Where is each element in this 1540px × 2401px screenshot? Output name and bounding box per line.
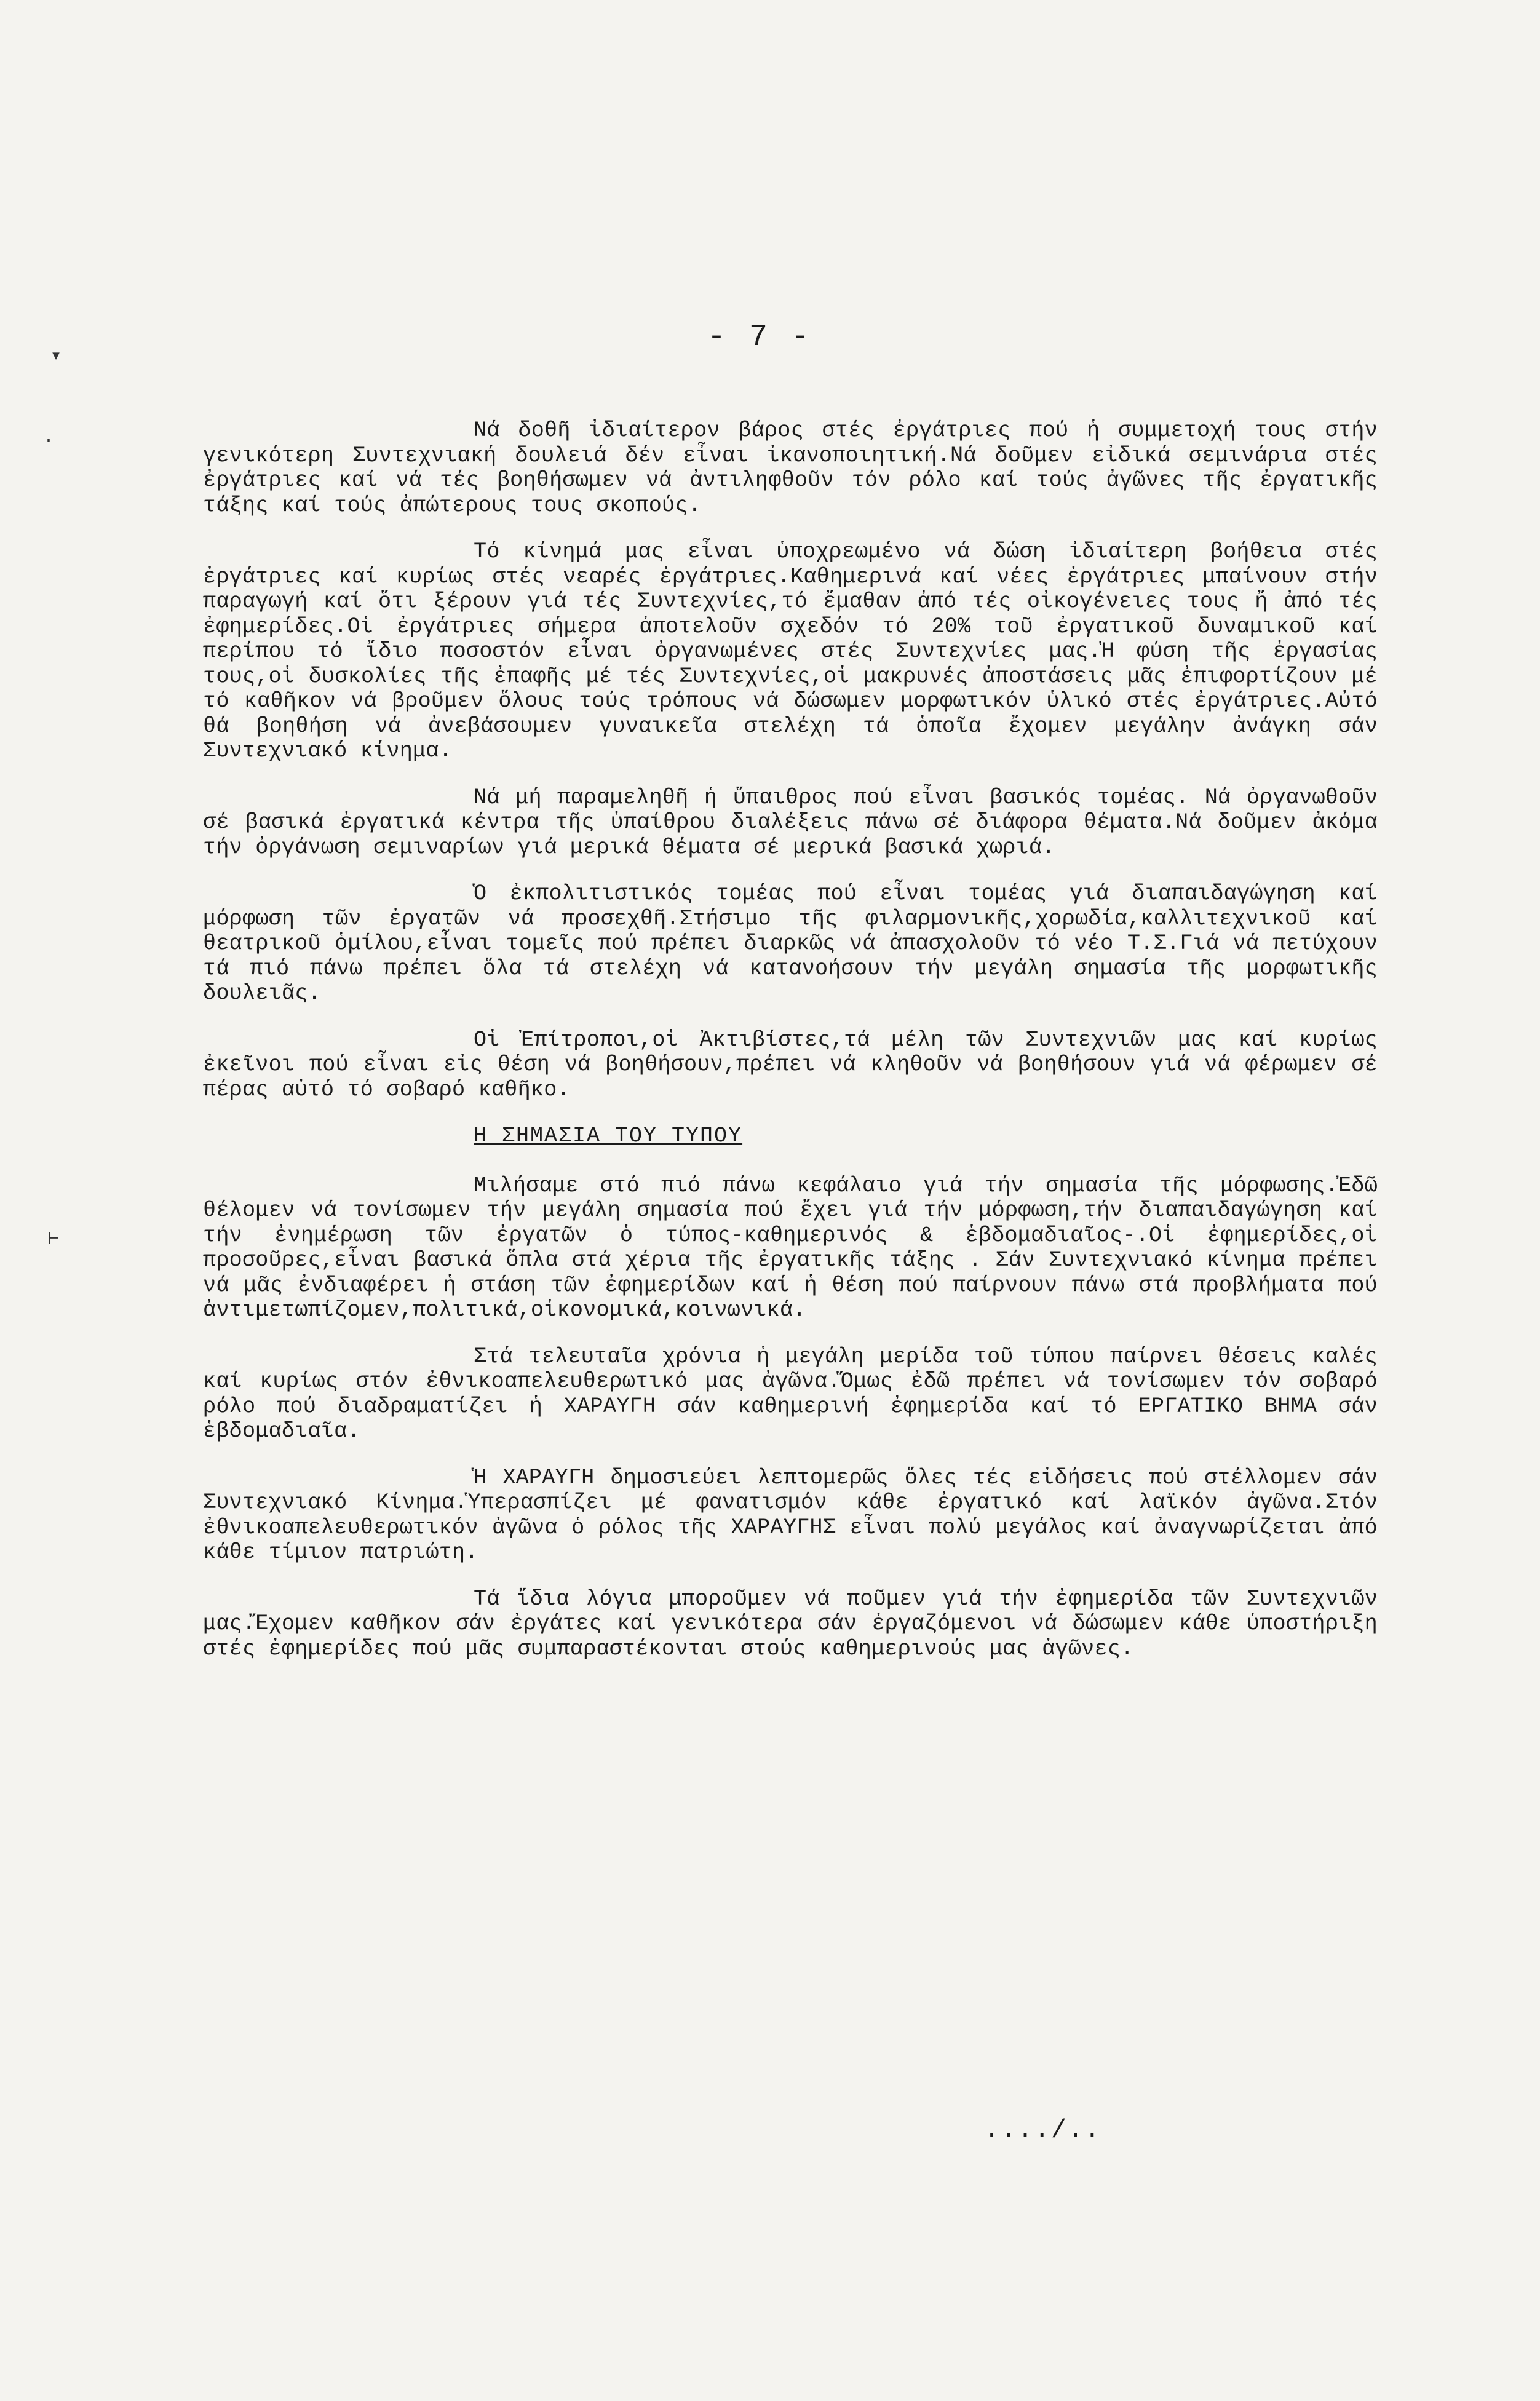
paragraph: Ὁ ἐκπολιτιστικός τομέας πού εἶναι τομέας γιά διαπαιδαγώγηση καί μόρφωση τῶν ἐργατῶν νά προσεχθῆ.Στήσιμο τῆς φιλαρμονικῆς,χορωδία,καλλιτεχνικοῦ καί θεατρικοῦ ὁμίλου,εἶναι τομεῖς πού πρέπει διαρκῶς νά ἀπασχολοῦν τό νέο Τ.Σ.Γιά νά πετύχουν τά πιό πάνω πρέπει ὅλα τά στελέχη νά κατανοήσουν τήν μεγάλη σημασία τῆς μορφωτικῆς δουλειᾶς.: [203, 881, 1378, 1006]
paragraph: Στά τελευταῖα χρόνια ἡ μεγάλη μερίδα τοῦ τύπου παίρνει θέσεις καλές καί κυρίως στόν ἐθνικοαπελευθερωτικό μας ἀγῶνα.Ὅμως ἐδῶ πρέπει νά τονίσωμεν τόν σοβαρό ρόλο πού διαδραματίζει ἡ ΧΑΡΑΥΓΗ σάν καθημερινή ἐφημερίδα καί τό ΕΡΓΑΤΙΚΟ ΒΗΜΑ σάν ἑβδομαδιαῖα.: [203, 1344, 1378, 1443]
paragraph: Τά ἴδια λόγια μποροῦμεν νά ποῦμεν γιά τήν ἐφημερίδα τῶν Συντεχνιῶν μας.Ἔχομεν καθῆκον σάν ἐργάτες καί γενικότερα σάν ἐργαζόμενοι νά δώσωμεν κάθε ὑποστήριξη στές ἐφημερίδες πού μᾶς συμπαραστέκονται στούς καθημερινούς μας ἀγῶνες.: [203, 1586, 1378, 1661]
margin-mark: ⊢: [48, 1229, 60, 1250]
paragraph: Νά δοθῆ ἰδιαίτερον βάρος στές ἐργάτριες πού ἡ συμμετοχή τους στήν γενικότερη Συντεχνιακή δουλειά δέν εἶναι ἰκανοποιητική.Νά δοῦμεν εἰδικά σεμινάρια στές ἐργάτριες καί νά τές βοηθήσωμεν νά ἀντιληφθοῦν τόν ρόλο καί τούς ἀγῶνες τῆς ἐργατικῆς τάξης καί τούς ἀπώτερους τους σκοπούς.: [203, 418, 1378, 518]
margin-mark: ·: [43, 431, 55, 451]
paragraph: Τό κίνημά μας εἶναι ὑποχρεωμένο νά δώση ἰδιαίτερη βοήθεια στές ἐργάτριες καί κυρίως στές νεαρές ἐργάτριες.Καθημερινά καί νέες ἐργάτριες μπαίνουν στήν παραγωγή καί ὅτι ξέρουν γιά τές Συντεχνίες,τό ἔμαθαν ἀπό τές οἰκογένειες τους ἤ ἀπό τές ἐφημερίδες.Οἱ ἐργάτριες σήμερα ἀποτελοῦν σχεδόν τό 20% τοῦ ἐργατικοῦ δυναμικοῦ καί περίπου τό ἴδιο ποσοστόν εἶναι ὀργανωμένες στές Συντεχνίες μας.Ἡ φύση τῆς ἐργασίας τους,οἱ δυσκολίες τῆς ἐπαφῆς μέ τές Συντεχνίες,οἱ μακρυνές ἀποστάσεις μᾶς ἐπιφορτίζουν μέ τό καθῆκον νά βροῦμεν ὅλους τούς τρόπους νά δώσωμεν μορφωτικόν ὑλικό στές ἐργάτριες.Αὐτό θά βοηθήση νά ἀνεβάσουμεν γυναικεῖα στελέχη τά ὁποῖα ἔχομεν μεγάλην ἀνάγκη σάν Συντεχνιακό κίνημα.: [203, 539, 1378, 763]
section-heading: Η ΣΗΜΑΣΙΑ ΤΟΥ ΤΥΠΟΥ: [474, 1124, 743, 1148]
paragraph: Οἱ Ἐπίτροποι,οἱ Ἀκτιβίστες,τά μέλη τῶν Συντεχνιῶν μας καί κυρίως ἐκεῖνοι πού εἶναι εἰς θέση νά βοηθήσουν,πρέπει νά κληθοῦν νά βοηθήσουν γιά νά φέρωμεν σέ πέρας αὐτό τό σοβαρό καθῆκο.: [203, 1027, 1378, 1102]
paragraph: Νά μή παραμεληθῆ ἡ ὕπαιθρος πού εἶναι βασικός τομέας. Νά ὀργανωθοῦν σέ βασικά ἐργατικά κέντρα τῆς ὑπαίθρου διαλέξεις πάνω σέ διάφορα θέματα.Νά δοῦμεν ἀκόμα τήν ὀργάνωση σεμιναρίων γιά μερικά θέματα σέ μερικά βασικά χωριά.: [203, 785, 1378, 860]
document-body: [203, 418, 1378, 1683]
margin-mark: ▾: [50, 346, 62, 367]
page-number: - 7 -: [707, 320, 812, 355]
continuation-mark: ..../..: [984, 2116, 1101, 2145]
paragraph: Ἡ ΧΑΡΑΥΓΗ δημοσιεύει λεπτομερῶς ὅλες τές εἰδήσεις πού στέλλομεν σάν Συντεχνιακό Κίνημα.Ὑπερασπίζει μέ φανατισμόν κάθε ἐργατικό καί λαϊκόν ἀγῶνα.Στόν ἐθνικοαπελευθερωτικόν ἀγῶνα ὁ ρόλος τῆς ΧΑΡΑΥΓΗΣ εἶναι πολύ μεγάλος καί ἀναγνωρίζεται ἀπό κάθε τίμιον πατριώτη.: [203, 1465, 1378, 1565]
paragraph: Μιλήσαμε στό πιό πάνω κεφάλαιο γιά τήν σημασία τῆς μόρφωσης.Ἐδῶ θέλομεν νά τονίσωμεν τήν μεγάλη σημασία πού ἔχει γιά τήν μόρφωση,τήν διαπαιδαγώγηση καί τήν ἐνημέρωση τῶν ἐργατῶν ὁ τύπος-καθημερινός & ἑβδομαδιαῖος-.Οἱ ἐφημερίδες,οἱ προσοῦρες,εἶναι βασικά ὅπλα στά χέρια τῆς ἐργατικῆς τάξης . Σάν Συντεχνιακό κίνημα πρέπει νά μᾶς ἐνδιαφέρει ἡ στάση τῶν ἐφημερίδων καί ἡ θέση πού παίρνουν πάνω στά προβλήματα πού ἀντιμετωπίζομεν,πολιτικά,οἰκονομικά,κοινωνικά.: [203, 1173, 1378, 1322]
